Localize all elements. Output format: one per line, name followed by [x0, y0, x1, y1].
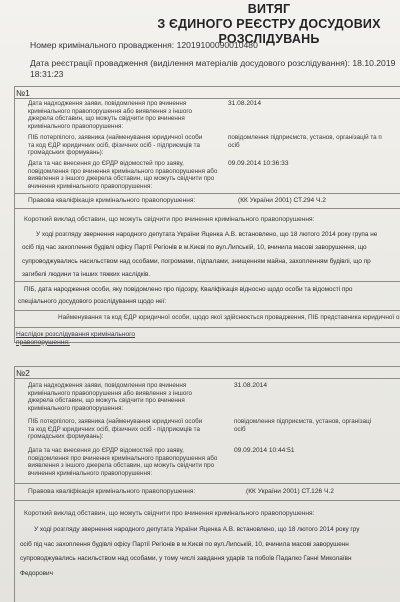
entry-2-report-date: 31.08.2014 — [234, 382, 268, 389]
label-line: ПІБ потерпілого, заявника (найменування юридичної особи — [28, 134, 203, 141]
registration-date-label: Дата реєстрації провадження (виділення матеріалів досудового розслідування): — [30, 58, 350, 68]
registration-date-row — [30, 58, 400, 68]
label-line: кримінального правопорушення: — [28, 404, 124, 412]
label-line: Дата та час внесення до ЄРДР відомостей про заяву, — [28, 160, 184, 167]
label-line: джерела обставин, що можуть свідчити про вчинення — [28, 397, 185, 405]
notice-line: ПІБ, дата народження особи, яку повідомлено про підозру, Кваліфікація відносно щодо особи та відомості про — [24, 286, 353, 293]
entry-2-summary-label: Короткий виклад обставин, що можуть свідчити про вчинення кримінального правопорушення: — [24, 510, 315, 517]
entry-1-summary-label: Короткий виклад обставин, що можуть свідчити про вчинення кримінального правопорушення: — [24, 216, 315, 223]
summary-line: загибелі людини та інших тяжких наслідків. — [22, 271, 151, 279]
label-line: Дата та час внесення до ЄРДР відомостей про заяву, — [28, 447, 184, 454]
summary-line: У ході розгляду звернення народного депутата України Яценка А.В. встановлено, що 18 лютого 2014 року група не — [36, 231, 378, 238]
label-line: кримінального правопорушення або виявлення з іншого — [28, 389, 193, 397]
registration-date: 18.10.2019 — [352, 58, 396, 68]
entry-2-erdr-date: 09.09.2014 10:44:51 — [234, 447, 295, 454]
label-line: виявлення з іншого джерела обставин, що можуть свідчити про — [28, 462, 215, 470]
label-line: кримінального правопорушення: — [28, 122, 124, 130]
summary-line: супроводжувались насильством над особами, погромами, підпалами, знищенням майна, захопленням будівлі, що пр — [22, 257, 371, 265]
entry-1-divider — [14, 327, 400, 328]
summary-line: осіб під час захоплення будівлі офісу Партії Регіонів в м.Києві по вул.Липській, 10, вчинила масові заворушення, що — [22, 244, 367, 252]
proceeding-number-row — [30, 40, 400, 50]
summary-line: супроводжувались насильством над особами, у тому числі завдання ударів та побоїв Падалко Ганні Миколаївн — [20, 555, 352, 562]
label-line: джерела обставин, що можуть свідчити про вчинення — [28, 115, 185, 123]
entry-2-number: №2 — [16, 368, 30, 378]
summary-line: Федорович — [20, 569, 53, 577]
value-line: осіб — [234, 425, 246, 433]
entry-1-divider — [14, 98, 400, 99]
proceeding-number-label: Номер кримінального провадження: — [30, 40, 175, 50]
label-line: вчинення кримінального правопорушення: — [28, 182, 153, 190]
entry-1-victim-value — [228, 134, 400, 149]
entry-2-qualification-label: Правова кваліфікація кримінального правопорушення: — [28, 488, 196, 495]
entry-1-report-date: 31.08.2014 — [228, 100, 262, 107]
entry-1-erdr-date-label — [28, 160, 223, 190]
entry-2-qualification: (КК України 2001) СТ.126 Ч.2 — [246, 488, 334, 495]
summary-line: осіб під час захоплення будівлі офісу Партії Регіонів в м.Києві по вул.Липській, 10, вчинила масові заворушенн — [20, 540, 349, 548]
entry-2-victim-value — [234, 418, 400, 433]
label-line: громадських формувань): — [28, 433, 104, 441]
entry-1-consequence-label — [16, 331, 135, 346]
notice-line: спеціального досудового розслідування щодо неї: — [18, 298, 167, 305]
entry-2-summary — [20, 523, 400, 581]
label-line: Дата надходження заяви, повідомлення про вчинення — [28, 100, 187, 107]
entry-1-divider — [14, 193, 400, 194]
entry-1-summary — [22, 228, 400, 282]
summary-line: У ході розгляду звернення народного депутата України Яценка А.В. встановлено, що 18 лютого 2014 року гру — [34, 526, 360, 533]
entry-1-suspect-notice — [18, 284, 400, 308]
entry-2-divider — [14, 483, 400, 484]
label-line: кримінального правопорушення або виявлення з іншого — [28, 107, 193, 115]
label-line: Дата надходження заяви, повідомлення про вчинення — [28, 382, 187, 389]
entry-1-victim-label — [28, 134, 223, 157]
entry-1-divider — [14, 310, 400, 311]
entry-1-qualification: (КК України 2001) СТ.294 Ч.2 — [238, 197, 326, 204]
title-line-2: З ЄДИНОГО РЕЄСТРУ ДОСУДОВИХ РОЗСЛІДУВАНЬ — [157, 17, 381, 46]
label-line: громадських формувань): — [28, 149, 104, 157]
entry-2-victim-label — [28, 418, 223, 441]
title-line-1: ВИТЯГ — [247, 2, 291, 16]
value-line: повідомлення підприємств, установ, організацій та п — [228, 134, 382, 141]
label-line: Наслідок розслідування кримінального — [16, 331, 136, 338]
entry-2-report-date-label — [28, 382, 223, 412]
entry-1-qualification-label: Правова кваліфікація кримінального правопорушення: — [28, 197, 196, 204]
entry-1-legal-entity-label: Найменування та код ЄДР юридичної особи, щодо якої здійснюється провадження, ПІБ представника юридичної о — [58, 314, 400, 321]
proceeding-number: 12019100090010480 — [176, 40, 258, 50]
registration-time: 18:31:23 — [30, 69, 64, 79]
label-line: повідомлення про вчинення кримінального правопорушення або — [28, 167, 218, 175]
entry-1-divider — [14, 281, 400, 282]
entry-2-divider — [14, 378, 400, 379]
label-line: повідомлення про вчинення кримінального правопорушення або — [28, 454, 218, 462]
entry-1-number: №1 — [16, 88, 30, 98]
label-line: правопорушення: — [16, 338, 70, 346]
entry-1-divider — [14, 208, 400, 209]
label-line: ПІБ потерпілого, заявника (найменування юридичної особи — [28, 418, 203, 425]
value-line: повідомлення підприємств, установ, організаці — [234, 418, 372, 425]
value-line: осіб — [228, 141, 240, 149]
label-line: виявлення з іншого джерела обставин, що можуть свідчити про — [28, 175, 215, 183]
entry-2-divider — [14, 500, 400, 501]
label-line: вчинення кримінального правопорушення: — [28, 469, 153, 477]
entry-1-erdr-date: 09.09.2014 10:36:33 — [228, 160, 289, 167]
entry-2-erdr-date-label — [28, 447, 223, 477]
label-line: та код ЄДР юридичних осіб, фізичних осіб - підприємців та — [28, 141, 200, 149]
entry-1-report-date-label — [28, 100, 223, 130]
label-line: та код ЄДР юридичних осіб, фізичних осіб - підприємців та — [28, 425, 200, 433]
